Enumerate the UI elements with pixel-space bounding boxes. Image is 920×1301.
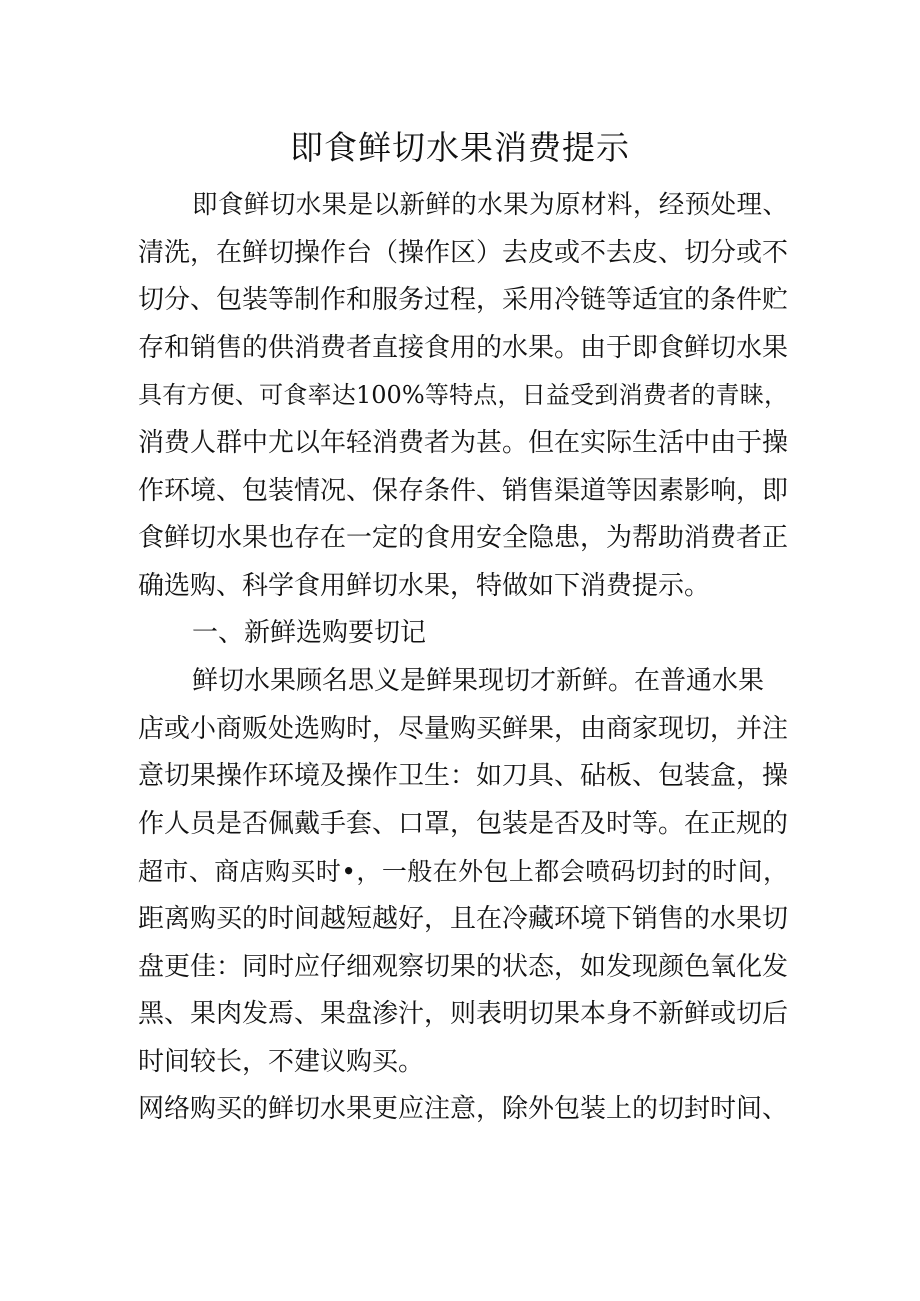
text-line: 清洗，在鲜切操作台（操作区）去皮或不去皮、切分或不 xyxy=(138,237,788,268)
paragraph-intro xyxy=(138,182,788,610)
document-body xyxy=(138,182,788,1134)
text-line: 超市、商店购买时•，一般在外包上都会喷码切封的时间， xyxy=(138,857,788,887)
text-line: 食鲜切水果也存在一定的食用安全隐患，为帮助消费者正 xyxy=(138,523,788,554)
text-line: 鲜切水果顾名思义是鲜果现切才新鲜。在普通水果 xyxy=(192,665,765,696)
text-line: 即食鲜切水果是以新鲜的水果为原材料，经预处理、 xyxy=(192,190,788,220)
text-line: 具有方便、可食率达100%等特点，日益受到消费者的青睐， xyxy=(138,381,788,410)
text-line: 确选购、科学食用鲜切水果，特做如下消费提示。 xyxy=(138,570,711,601)
text-line: 作人员是否佩戴手套、口罩，包装是否及时等。在正规的 xyxy=(138,808,788,839)
text-line: 网络购买的鲜切水果更应注意，除外包装上的切封时间、 xyxy=(138,1094,788,1125)
text-line: 黑、果肉发焉、果盘渗汁，则表明切果本身不新鲜或切后 xyxy=(138,999,788,1030)
paragraph-online-purchase xyxy=(138,1086,788,1134)
text-line: 一、新鲜选购要切记 xyxy=(192,618,427,649)
text-line: 切分、包装等制作和服务过程，采用冷链等适宜的条件贮 xyxy=(138,285,788,316)
text-line: 存和销售的供消费者直接食用的水果。由于即食鲜切水果 xyxy=(138,332,788,363)
text-line: 店或小商贩处选购时，尽量购买鲜果，由商家现切，并注 xyxy=(138,713,788,744)
text-line: 消费人群中尤以年轻消费者为甚。但在实际生活中由于操 xyxy=(138,427,788,458)
text-line: 距离购买的时间越短越好，且在冷藏环境下销售的水果切 xyxy=(138,903,788,934)
document-title: 即食鲜切水果消费提示 xyxy=(290,128,630,167)
text-line: 作环境、包装情况、保存条件、销售渠道等因素影响，即 xyxy=(138,475,788,506)
paragraph-fresh-selection xyxy=(138,658,788,1086)
text-line: 意切果操作环境及操作卫生：如刀具、砧板、包装盒，操 xyxy=(138,761,788,792)
text-line: 盘更佳：同时应仔细观察切果的状态，如发现颜色氧化发 xyxy=(138,951,788,982)
section-heading xyxy=(138,610,788,658)
text-line: 时间较长，不建议购买。 xyxy=(138,1046,425,1077)
